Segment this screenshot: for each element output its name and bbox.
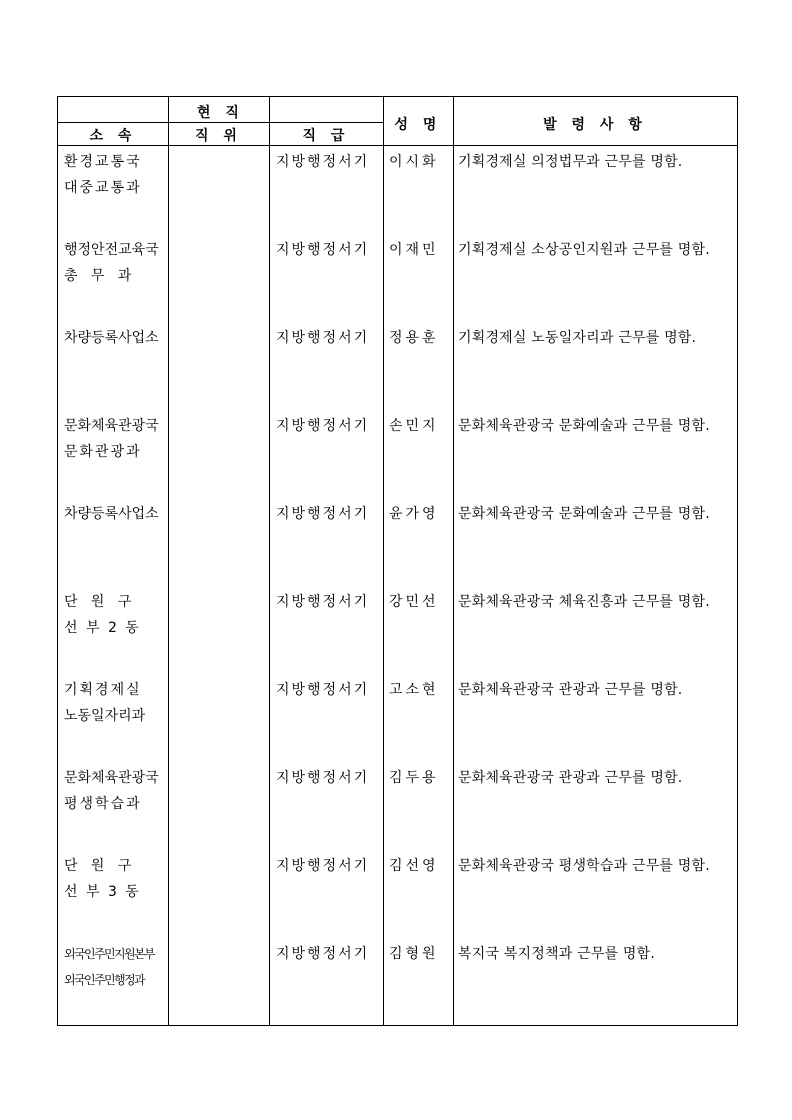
order-cell: 기획경제실 소상공인지원과 근무를 명함. bbox=[458, 242, 710, 258]
header-current-post: 현 직 bbox=[197, 105, 244, 121]
personnel-table bbox=[57, 96, 738, 1026]
grade-cell: 지방행정서기 bbox=[276, 330, 370, 346]
table-row bbox=[58, 765, 737, 853]
order-cell: 문화체육관광국 평생학습과 근무를 명함. bbox=[458, 858, 710, 874]
order-cell: 복지국 복지정책과 근무를 명함. bbox=[458, 946, 656, 962]
order-cell: 문화체육관광국 문화예술과 근무를 명함. bbox=[458, 418, 710, 434]
header-name: 성 명 bbox=[394, 117, 442, 133]
name-cell: 강민선 bbox=[389, 594, 439, 610]
grade-cell: 지방행정서기 bbox=[276, 770, 370, 786]
table-row bbox=[58, 941, 737, 1029]
affiliation-cell: 단 원 구 선 부 3 동 bbox=[64, 858, 141, 900]
grade-cell: 지방행정서기 bbox=[276, 682, 370, 698]
table-row bbox=[58, 413, 737, 501]
name-cell: 김두용 bbox=[389, 770, 439, 786]
header-grade: 직 급 bbox=[302, 128, 350, 144]
name-cell: 김선영 bbox=[389, 858, 439, 874]
table-row bbox=[58, 501, 737, 589]
table-row bbox=[58, 325, 737, 413]
affiliation-cell: 차량등록사업소 bbox=[64, 330, 159, 346]
header-order: 발 령 사 항 bbox=[543, 117, 647, 133]
name-cell: 이시화 bbox=[389, 154, 439, 170]
order-cell: 기획경제실 노동일자리과 근무를 명함. bbox=[458, 330, 697, 346]
name-cell: 김형원 bbox=[389, 946, 439, 962]
affiliation-cell: 차량등록사업소 bbox=[64, 506, 159, 522]
grade-cell: 지방행정서기 bbox=[276, 506, 370, 522]
grade-cell: 지방행정서기 bbox=[276, 242, 370, 258]
table-row bbox=[58, 853, 737, 941]
order-cell: 문화체육관광국 관광과 근무를 명함. bbox=[458, 682, 683, 698]
affiliation-cell: 기획경제실 노동일자리과 bbox=[64, 682, 146, 724]
name-cell: 정용훈 bbox=[389, 330, 439, 346]
affiliation-cell: 단 원 구 선 부 2 동 bbox=[64, 594, 141, 636]
table-row bbox=[58, 677, 737, 765]
grade-cell: 지방행정서기 bbox=[276, 946, 370, 962]
table-row bbox=[58, 237, 737, 325]
table-row bbox=[58, 589, 737, 677]
affiliation-cell: 외국인주민지원본부 외국인주민행정과 bbox=[64, 947, 154, 987]
affiliation-cell: 문화체육관광국 문화관광과 bbox=[64, 418, 159, 460]
order-cell: 기획경제실 의정법무과 근무를 명함. bbox=[458, 154, 683, 170]
name-cell: 윤가영 bbox=[389, 506, 439, 522]
name-cell: 이재민 bbox=[389, 242, 439, 258]
name-cell: 손민지 bbox=[389, 418, 439, 434]
affiliation-cell: 행정안전교육국 총 무 과 bbox=[64, 242, 159, 284]
order-cell: 문화체육관광국 문화예술과 근무를 명함. bbox=[458, 506, 710, 522]
affiliation-cell: 문화체육관광국 평생학습과 bbox=[64, 770, 159, 812]
header-bottom-line bbox=[58, 145, 737, 146]
grade-cell: 지방행정서기 bbox=[276, 858, 370, 874]
header-divider bbox=[58, 122, 383, 123]
grade-cell: 지방행정서기 bbox=[276, 154, 370, 170]
header-position: 직 위 bbox=[195, 128, 242, 144]
name-cell: 고소현 bbox=[389, 682, 439, 698]
grade-cell: 지방행정서기 bbox=[276, 418, 370, 434]
affiliation-cell: 환경교통국 대중교통과 bbox=[64, 154, 142, 196]
table-row bbox=[58, 149, 737, 237]
header-affiliation: 소 속 bbox=[89, 128, 137, 144]
grade-cell: 지방행정서기 bbox=[276, 594, 370, 610]
order-cell: 문화체육관광국 체육진흥과 근무를 명함. bbox=[458, 594, 710, 610]
order-cell: 문화체육관광국 관광과 근무를 명함. bbox=[458, 770, 683, 786]
